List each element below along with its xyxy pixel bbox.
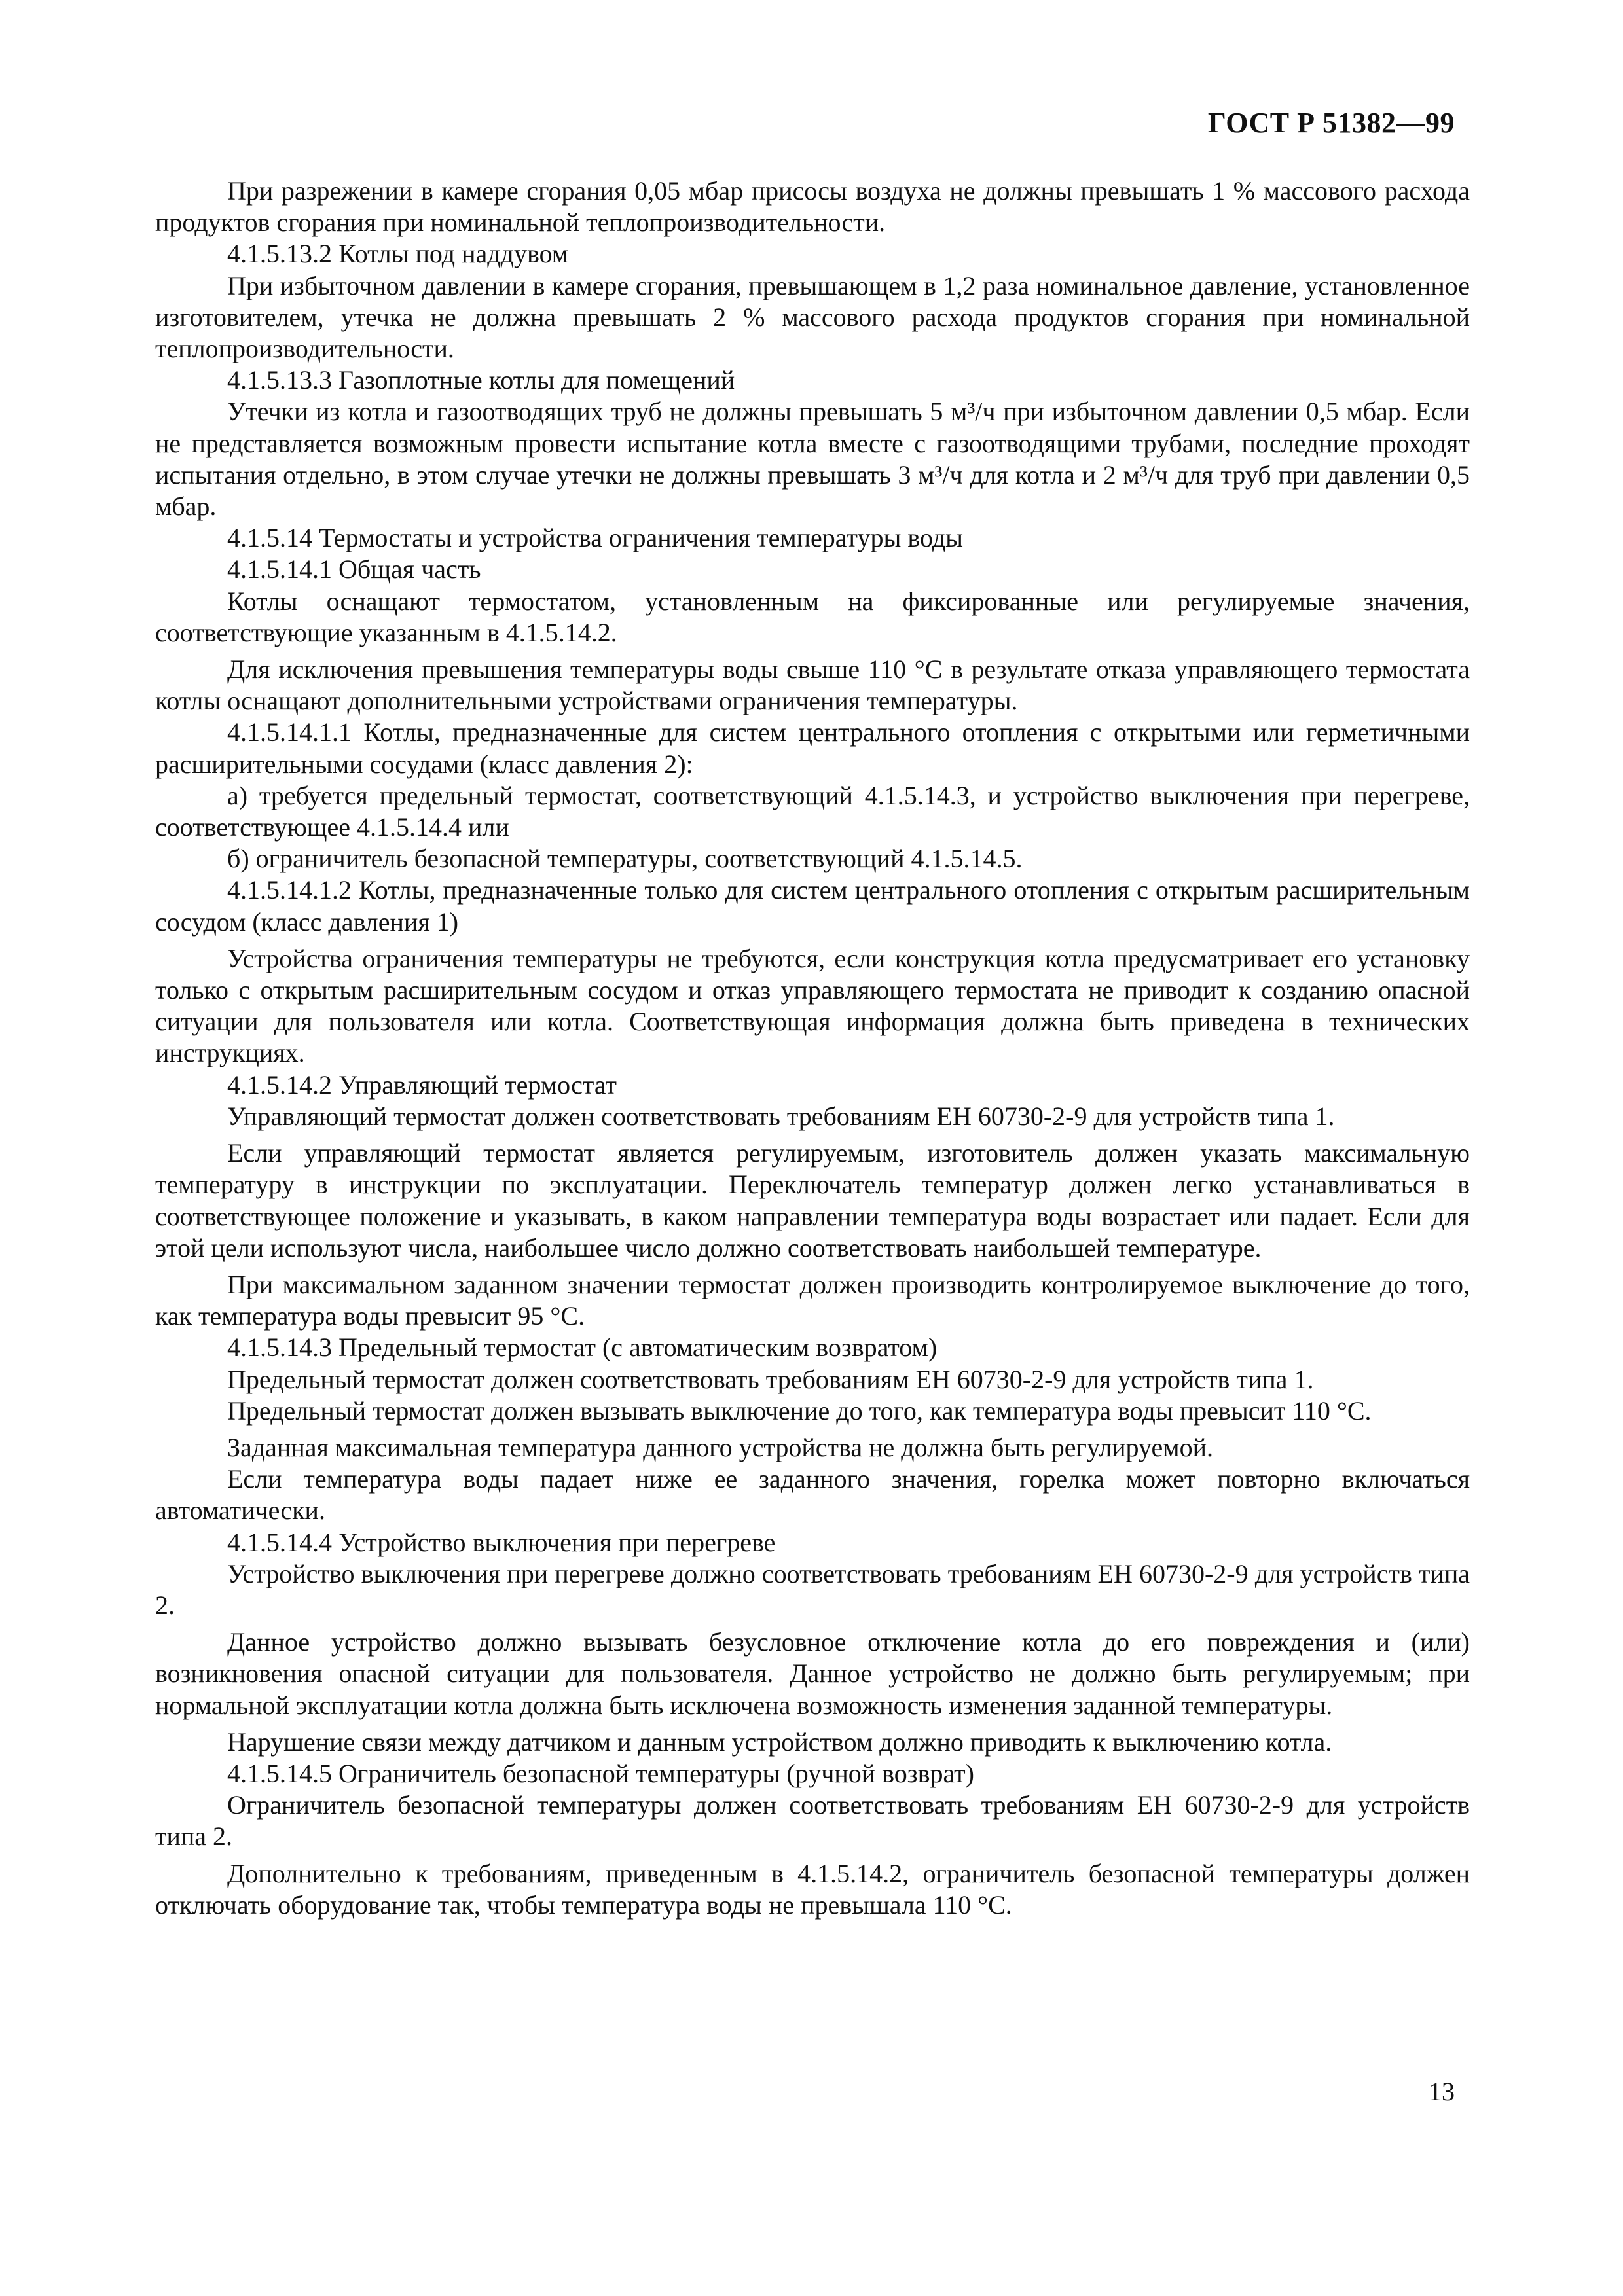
- paragraph: Управляющий термостат должен соответствовать требованиям ЕН 60730-2-9 для устройств типа 1.: [227, 1101, 1335, 1131]
- paragraph: Если управляющий термостат является регулируемым, изготовитель должен указать максимальную температуру в инструкции по эксплуатации. Переключатель температур должен легко устанавливаться в соответствующее положение и указывать, в каком направлении температура воды возрастает или падает. Если для этой цели используют числа, наибольшее число должно соответствовать наибольшей температуре.: [155, 1138, 1470, 1263]
- paragraph: Утечки из котла и газоотводящих труб не должны превышать 5 м³/ч при избыточном давлении 0,5 мбар. Если не представляется возможным провести испытание котла вместе с газоотводящими трубами, последние проходят испытания отдельно, в этом случае утечки не должны превышать 3 м³/ч для котла и 2 м³/ч для труб при давлении 0,5 мбар.: [155, 397, 1470, 522]
- paragraph: Устройство выключения при перегреве должно соответствовать требованиям ЕН 60730-2-9 для устройств типа 2.: [155, 1558, 1470, 1620]
- standard-designation: ГОСТ Р 51382—99: [1207, 107, 1455, 139]
- paragraph: Для исключения превышения температуры воды свыше 110 °С в результате отказа управляющего термостата котлы оснащают дополнительными устройствами ограничения температуры.: [155, 655, 1470, 716]
- section-heading: 4.1.5.13.2 Котлы под наддувом: [227, 239, 569, 269]
- paragraph: При избыточном давлении в камере сгорания, превышающем в 1,2 раза номинальное давление, установленное изготовителем, утечка не должна превышать 2 % массового расхода продуктов сгорания при номинальной теплопроизводительности.: [155, 270, 1470, 364]
- paragraph: Дополнительно к требованиям, приведенным в 4.1.5.14.2, ограничитель безопасной температуры должен отключать оборудование так, чтобы температура воды не превышала 110 °С.: [155, 1858, 1470, 1920]
- body-text: [155, 175, 1470, 1921]
- section-heading: 4.1.5.14 Термостаты и устройства ограничения температуры воды: [227, 523, 964, 553]
- paragraph: Котлы оснащают термостатом, установленным на фиксированные или регулируемые значения, соответствующие указанным в 4.1.5.14.2.: [155, 586, 1470, 647]
- paragraph: Если температура воды падает ниже ее заданного значения, горелка может повторно включаться автоматически.: [155, 1464, 1470, 1526]
- paragraph: Ограничитель безопасной температуры должен соответствовать требованиям ЕН 60730-2-9 для устройств типа 2.: [155, 1790, 1470, 1852]
- page-number: 13: [1429, 2077, 1455, 2106]
- section-heading: 4.1.5.13.3 Газоплотные котлы для помещений: [227, 365, 735, 395]
- section-heading: 4.1.5.14.5 Ограничитель безопасной температуры (ручной возврат): [227, 1758, 974, 1788]
- paragraph: Нарушение связи между датчиком и данным устройством должно приводить к выключению котла.: [227, 1727, 1332, 1757]
- paragraph: При максимальном заданном значении термостат должен производить контролируемое выключение до того, как температура воды превысит 95 °С.: [155, 1269, 1470, 1331]
- paragraph: Заданная максимальная температура данного устройства не должна быть регулируемой.: [227, 1432, 1213, 1462]
- paragraph: При разрежении в камере сгорания 0,05 мбар присосы воздуха не должны превышать 1 % массового расхода продуктов сгорания при номинальной теплопроизводительности.: [155, 176, 1470, 238]
- section-heading: 4.1.5.14.2 Управляющий термостат: [227, 1069, 617, 1100]
- paragraph: Устройства ограничения температуры не требуются, если конструкция котла предусматривает его установку только с открытым расширительным сосудом и отказ управляющего термостата не приводит к созданию опасной ситуации для пользователя или котла. Соответствующая информация должна быть приведена в технических инструкциях.: [155, 943, 1470, 1068]
- section-heading: 4.1.5.14.3 Предельный термостат (с автоматическим возвратом): [227, 1333, 938, 1363]
- section-heading: 4.1.5.14.1 Общая часть: [227, 554, 481, 584]
- paragraph: Данное устройство должно вызывать безусловное отключение котла до его повреждения и (или) возникновения опасной ситуации для пользователя. Данное устройство не должно быть регулируемым; при нормальной эксплуатации котла должна быть исключена возможность изменения заданной температуры.: [155, 1627, 1470, 1720]
- list-item: б) ограничитель безопасной температуры, соответствующий 4.1.5.14.5.: [227, 844, 1023, 874]
- section-heading: 4.1.5.14.1.1 Котлы, предназначенные для систем центрального отопления с открытыми или герметичными расширительными сосудами (класс давления 2):: [155, 717, 1470, 779]
- paragraph: Предельный термостат должен вызывать выключение до того, как температура воды превысит 110 °С.: [227, 1395, 1372, 1426]
- paragraph: Предельный термостат должен соответствовать требованиям ЕН 60730-2-9 для устройств типа 1.: [227, 1364, 1314, 1394]
- section-heading: 4.1.5.14.1.2 Котлы, предназначенные только для систем центрального отопления с открытым расширительным сосудом (класс давления 1): [155, 875, 1470, 937]
- list-item: а) требуется предельный термостат, соответствующий 4.1.5.14.3, и устройство выключения при перегреве, соответствующее 4.1.5.14.4 или: [155, 780, 1470, 842]
- section-heading: 4.1.5.14.4 Устройство выключения при перегреве: [227, 1527, 776, 1557]
